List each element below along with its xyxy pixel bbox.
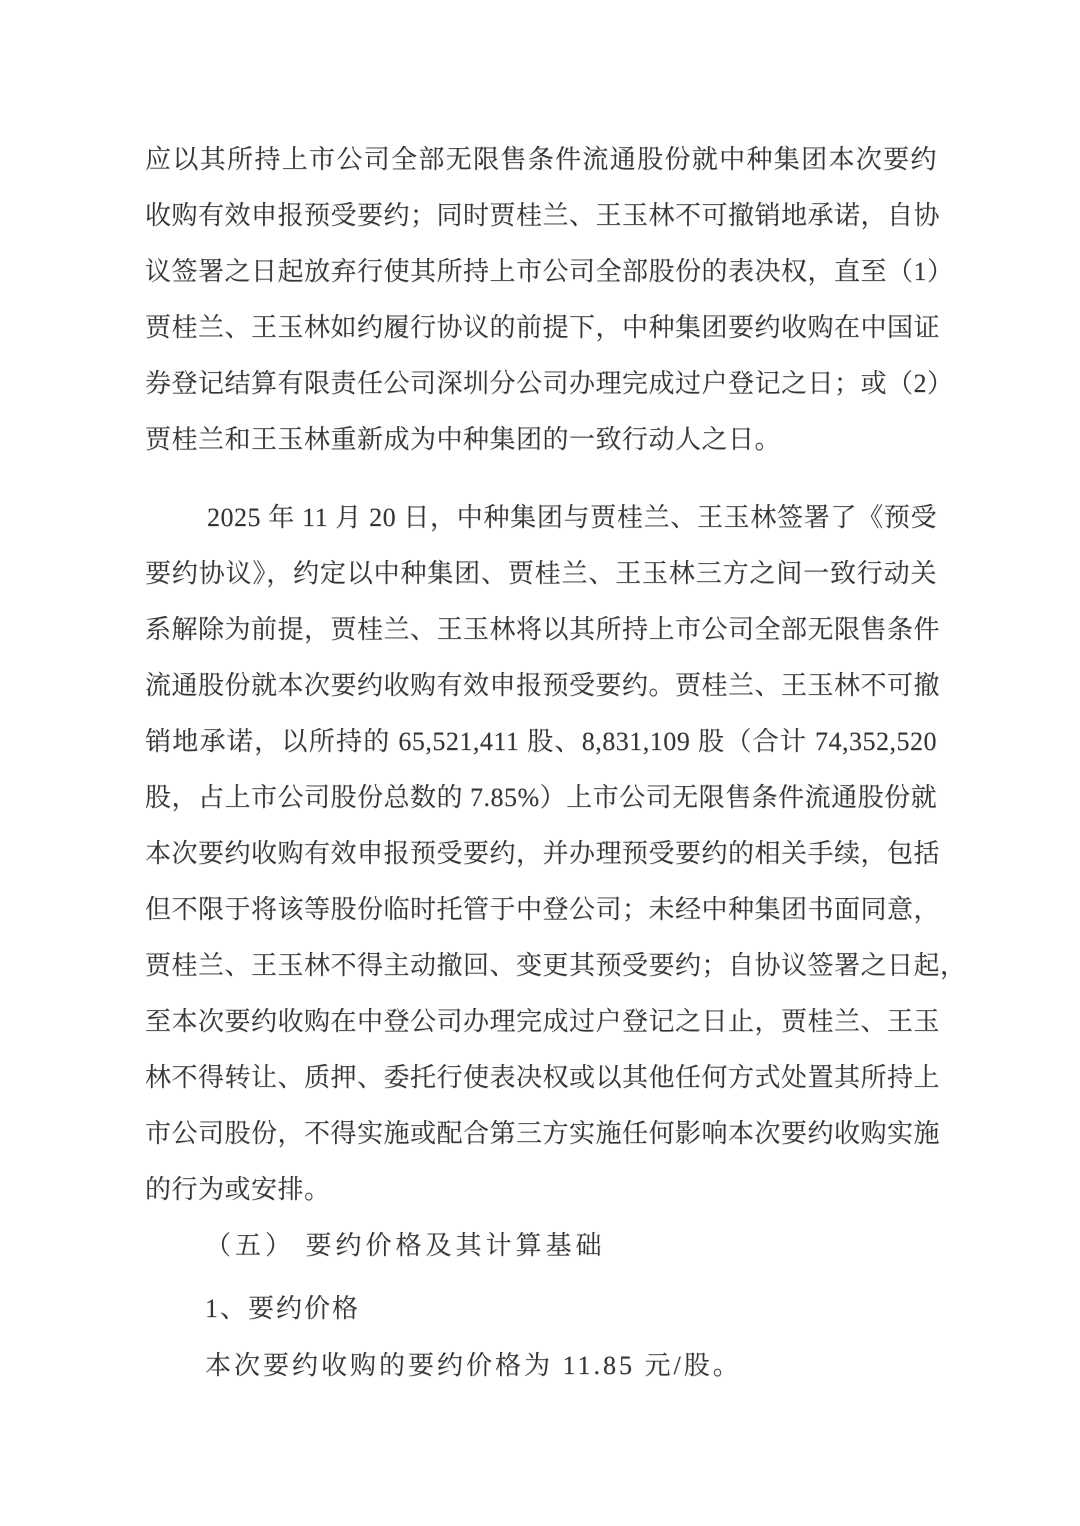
text-line: 股，占上市公司股份总数的 7.85%）上市公司无限售条件流通股份就 — [145, 783, 938, 812]
document-page-content — [145, 132, 967, 1394]
text-line: 要约协议》，约定以中种集团、贾桂兰、王玉林三方之间一致行动关 — [145, 559, 937, 588]
text-line: 市公司股份，不得实施或配合第三方实施任何影响本次要约收购实施 — [145, 1119, 941, 1148]
text-line: 贾桂兰、王玉林如约履行协议的前提下，中种集团要约收购在中国证 — [145, 313, 941, 342]
paragraph-1 — [145, 132, 954, 468]
text-line: 券登记结算有限责任公司深圳分公司办理完成过户登记之日；或（2） — [145, 369, 954, 398]
paragraph-2 — [145, 490, 967, 1218]
text-line: 销地承诺，以所持的 65,521,411 股、8,831,109 股（合计 74,352,520 — [145, 727, 937, 756]
text-line: 贾桂兰和王玉林重新成为中种集团的一致行动人之日。 — [145, 425, 782, 454]
text-line: 本次要约收购有效申报预受要约，并办理预受要约的相关手续，包括 — [145, 839, 941, 868]
text-line: 流通股份就本次要约收购有效申报预受要约。贾桂兰、王玉林不可撤 — [145, 671, 941, 700]
text-line: 至本次要约收购在中登公司办理完成过户登记之日止，贾桂兰、王玉 — [145, 1007, 941, 1036]
text-line: 议签署之日起放弃行使其所持上市公司全部股份的表决权，直至（1） — [145, 257, 954, 286]
section-heading: （五） 要约价格及其计算基础 — [205, 1231, 606, 1260]
subsection-heading: 1、要约价格 — [205, 1294, 361, 1323]
text-line: 系解除为前提，贾桂兰、王玉林将以其所持上市公司全部无限售条件 — [145, 615, 941, 644]
text-line: 应以其所持上市公司全部无限售条件流通股份就中种集团本次要约 — [145, 145, 937, 174]
text-line: 但不限于将该等股份临时托管于中登公司；未经中种集团书面同意， — [145, 895, 941, 924]
offer-price-paragraph: 本次要约收购的要约价格为 11.85 元/股。 — [205, 1351, 742, 1380]
text-line: 贾桂兰、王玉林不得主动撤回、变更其预受要约；自协议签署之日起， — [145, 951, 967, 980]
text-line: 收购有效申报预受要约；同时贾桂兰、王玉林不可撤销地承诺，自协 — [145, 201, 941, 230]
text-line: 林不得转让、质押、委托行使表决权或以其他任何方式处置其所持上 — [145, 1063, 941, 1092]
text-line: 的行为或安排。 — [145, 1175, 331, 1204]
text-line: 2025 年 11 月 20 日，中种集团与贾桂兰、王玉林签署了《预受 — [207, 503, 937, 532]
